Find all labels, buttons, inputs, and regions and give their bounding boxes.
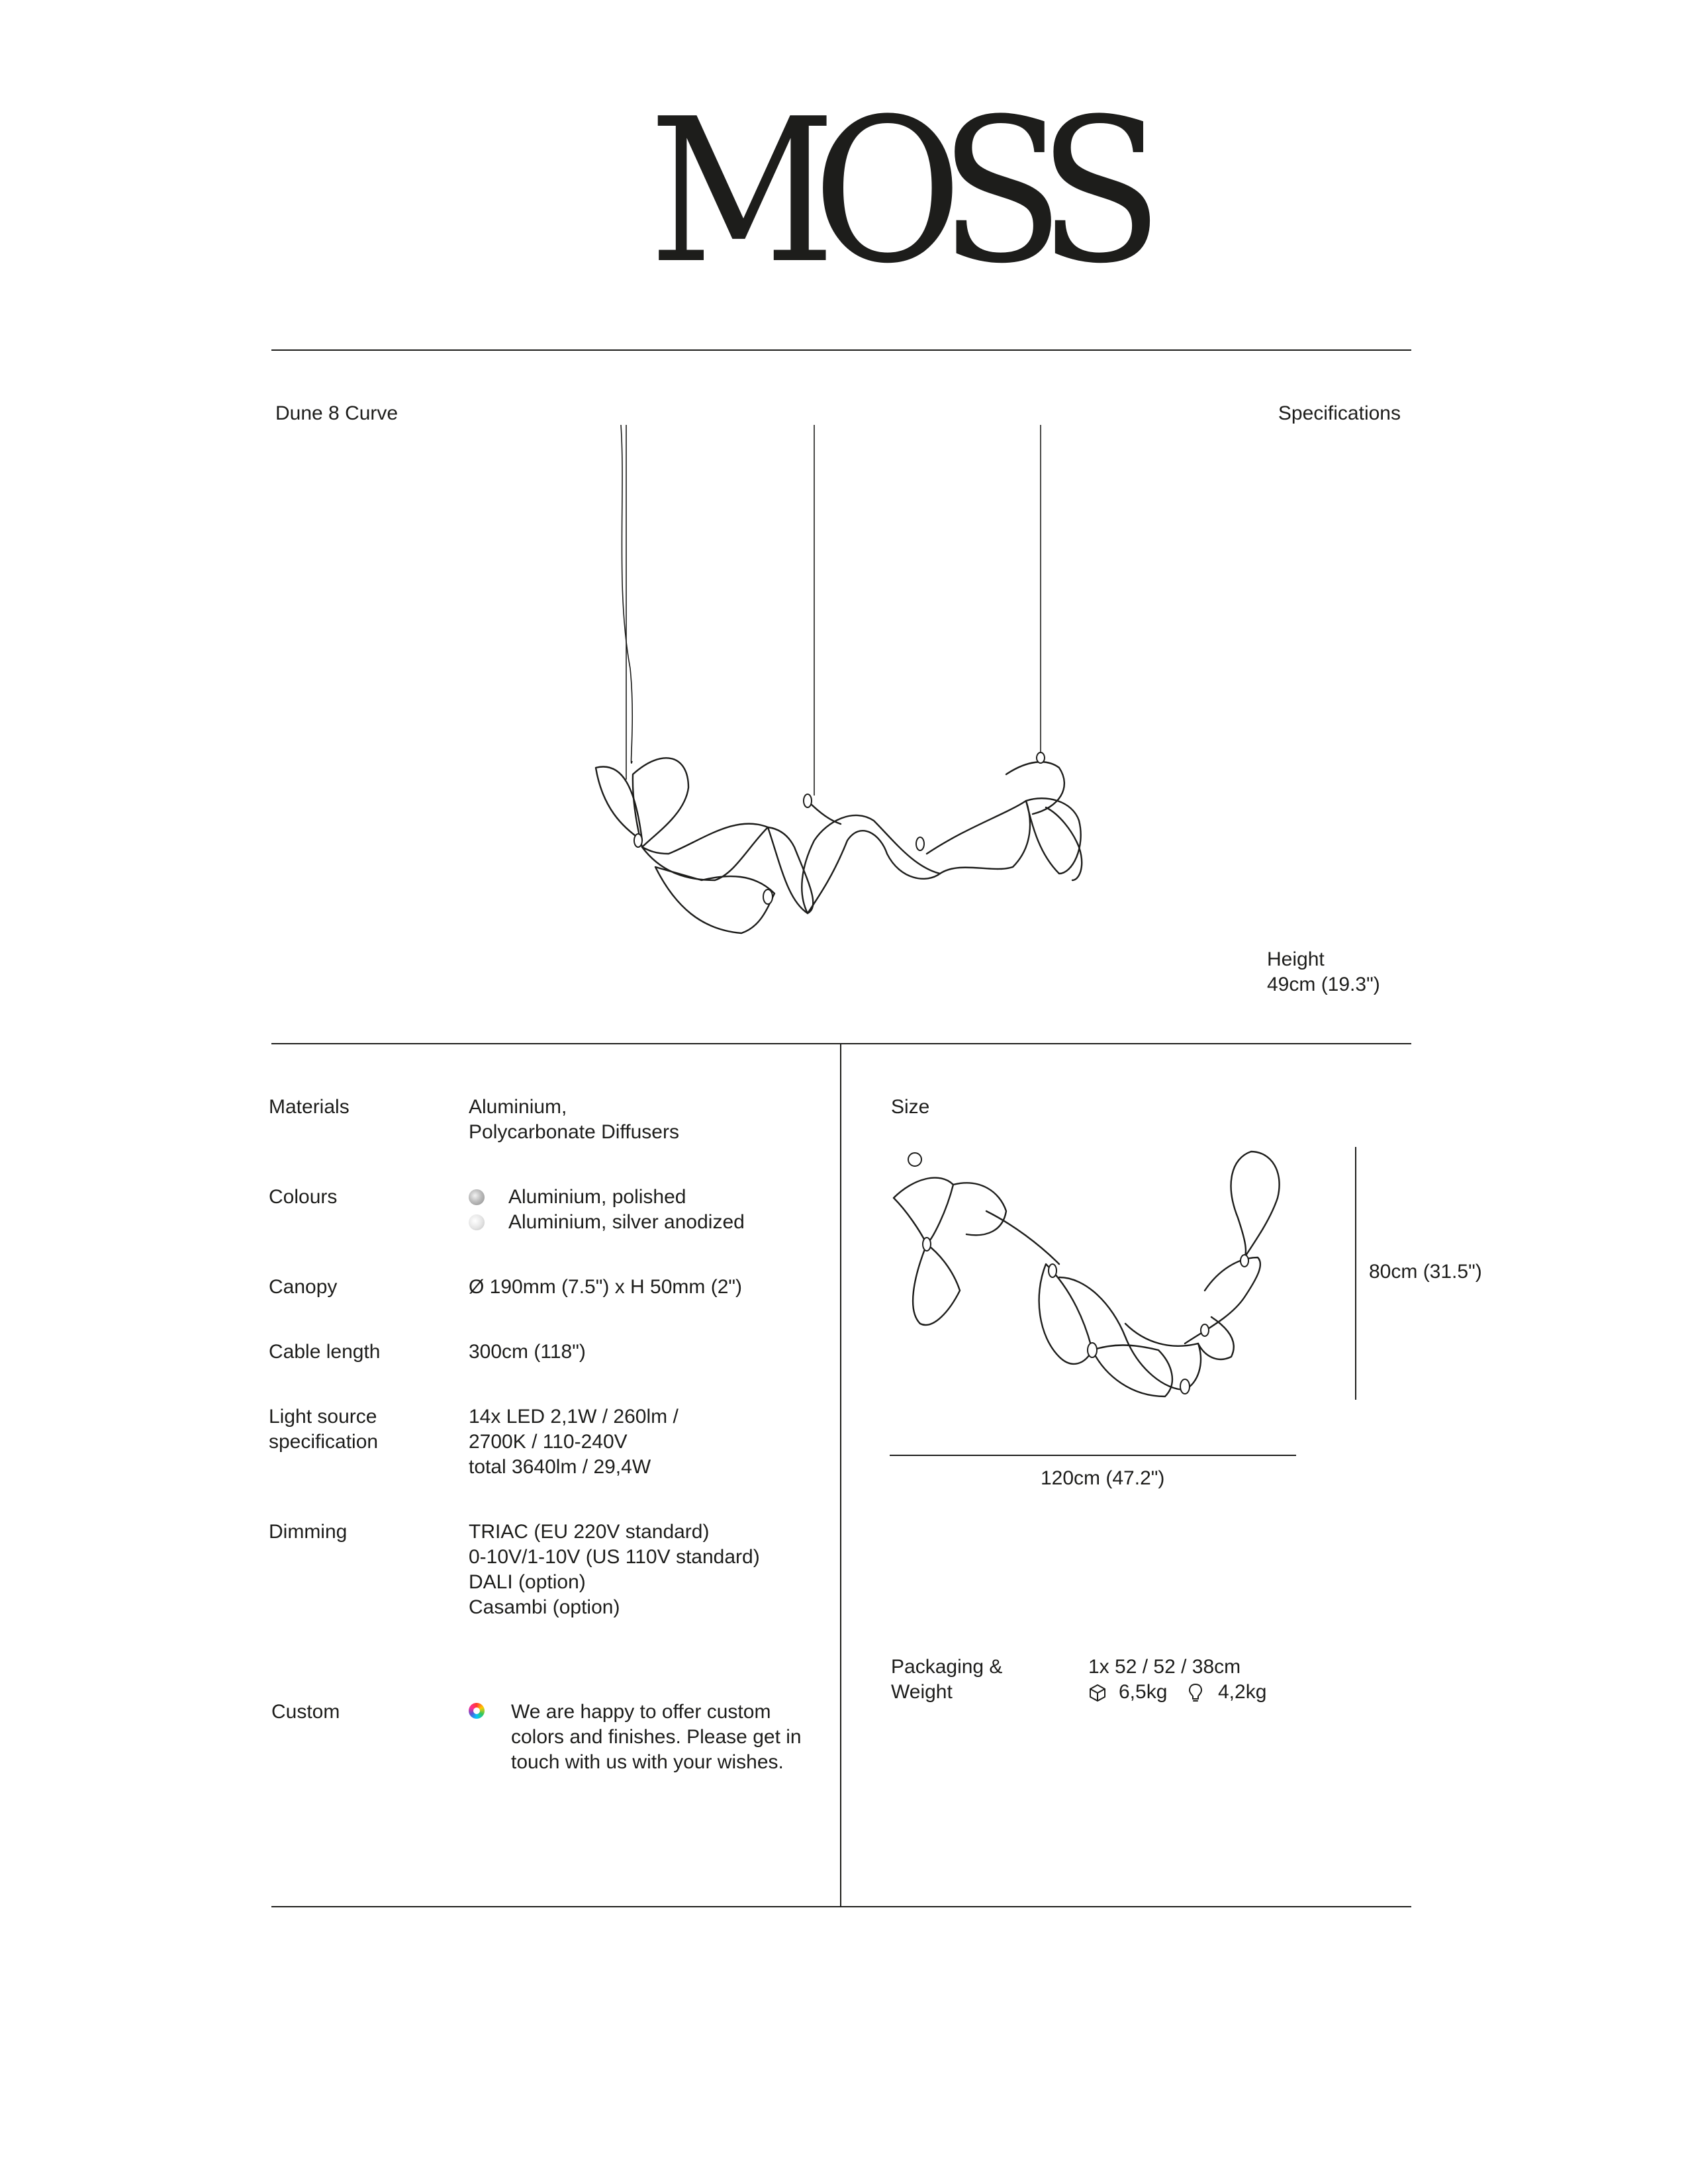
height-value: 49cm (19.3") [1267,974,1380,995]
dimming-value-line-3: DALI (option) [469,1571,586,1593]
materials-value-line-2: Polycarbonate Diffusers [469,1121,679,1143]
custom-text-line-2: colors and finishes. Please get in [511,1726,802,1748]
custom-text-line-1: We are happy to offer custom [511,1701,771,1723]
custom-block [469,1700,839,1779]
custom-label: Custom [271,1701,340,1723]
dimming-value-line-2: 0-10V/1-10V (US 110V standard) [469,1546,760,1568]
packaging-weights [1088,1680,1353,1706]
light-source-value-line-3: total 3640lm / 29,4W [469,1456,651,1478]
size-width-dimension: 120cm (47.2") [1041,1467,1165,1489]
product-name: Dune 8 Curve [275,402,399,424]
middle-divider [271,1043,1411,1044]
color-wheel-icon [469,1703,485,1719]
light-source-value-line-1: 14x LED 2,1W / 260lm / [469,1406,679,1428]
packaging-label-line-1: Packaging & [891,1656,1003,1678]
light-source-label-line-1: Light source [269,1406,377,1428]
bulb-icon [1188,1683,1203,1703]
size-width-line [890,1455,1296,1456]
cable-length-label: Cable length [269,1341,381,1363]
colour-option-label: Aluminium, silver anodized [508,1211,745,1233]
size-height-line [1355,1147,1356,1400]
size-label: Size [891,1096,930,1118]
custom-text-line-3: touch with us with your wishes. [511,1751,784,1773]
light-source-label-line-2: specification [269,1431,379,1453]
column-divider [840,1043,841,1906]
anodized-swatch-icon [469,1214,485,1230]
colour-options [469,1185,866,1238]
dimming-value-line-4: Casambi (option) [469,1596,620,1618]
materials-label: Materials [269,1096,350,1118]
dimming-value-line-1: TRIAC (EU 220V standard) [469,1521,710,1543]
size-height-dimension: 80cm (31.5") [1369,1261,1482,1283]
packaging-label-line-2: Weight [891,1681,953,1703]
height-label: Height [1267,948,1325,970]
cable-length-value: 300cm (118") [469,1341,586,1363]
colour-option-label: Aluminium, polished [508,1186,686,1208]
box-icon [1088,1684,1107,1702]
dimming-label: Dimming [269,1521,348,1543]
top-divider [271,349,1411,351]
polished-swatch-icon [469,1189,485,1205]
brand-logo: MOSS [649,76,1141,307]
fixture-weight: 4,2kg [1218,1681,1267,1703]
box-weight: 6,5kg [1119,1681,1168,1703]
colours-label: Colours [269,1186,338,1208]
light-source-value-line-2: 2700K / 110-240V [469,1431,628,1453]
canopy-value: Ø 190mm (7.5") x H 50mm (2") [469,1276,743,1298]
canopy-label: Canopy [269,1276,338,1298]
section-label: Specifications [1278,402,1401,424]
packaging-dimensions: 1x 52 / 52 / 38cm [1088,1656,1241,1678]
bottom-divider [271,1906,1411,1907]
size-illustration [887,1145,1311,1410]
pendant-illustration [569,417,1139,946]
materials-value-line-1: Aluminium, [469,1096,567,1118]
